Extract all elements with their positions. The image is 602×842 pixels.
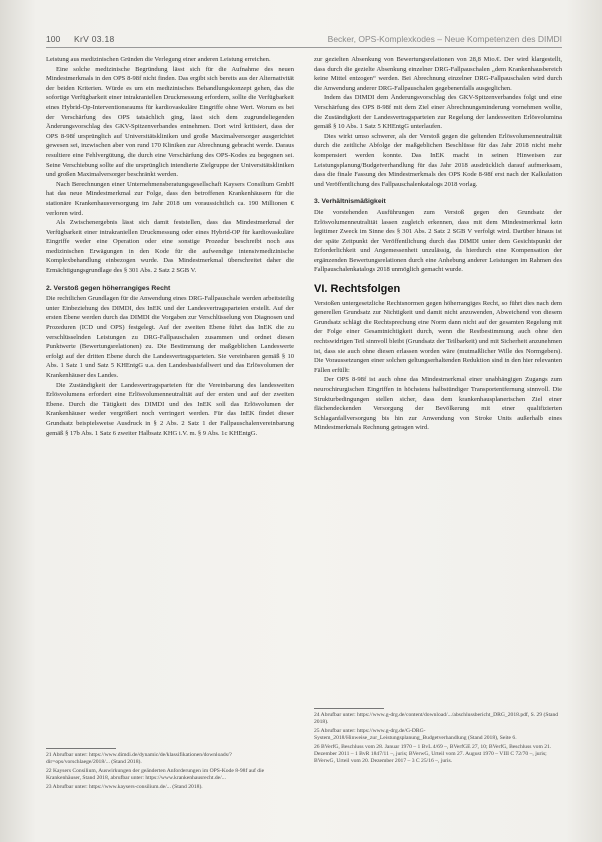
- footnote: 24 Abrufbar unter: https://www.g-drg.de/content/download/.../abschlussbericht_DRG_2018.pdf, S. 29 (Stand 2018).: [314, 712, 559, 726]
- page-header: [46, 34, 562, 46]
- footnotes-right: [314, 708, 562, 767]
- paragraph: zur gezielten Absenkung von Bewertungsrelationen von 28,8 Mio.€. Der wird klargestellt, dass durch die gezielte Absenkung einzelner DRG-Fallpauschalen „dem Krankenhausbereich keine Mittel entzogen“ werden. Bei Abrechnung einzelner DRG-Fallpauschalen wird durch die Anwendung anderer DRG-Fallpauschalen gegebenenfalls ausgeglichen.: [314, 56, 562, 92]
- paragraph: Die rechtlichen Grundlagen für die Anwendung eines DRG-Fallpauschale werden arbeitsteilig unter Einbeziehung des DIMDI, des InEK und der Landesvertragsparteien erstellt. Auf der ersten Ebene werden durch das DIMDI die Vorgaben zur Verschlüsselung von Diagnosen und Prozeduren (ICD und OPS) festgelegt. Auf der zweiten Ebene führt das InEK die zu verschlüsselnden Leistungen zu DRG-Fallpauschalen zusammen und ordnet diesen Punktwerte (Bewertungsrelationen) zu. Die Bestimmung der maßgeblichen Landeswerte erfolgt auf der dritten Ebene durch die Landesvertragsparteien. Sie vereinbaren gemäß § 10 Abs. 1 Satz 1 und Satz 5 KHEntgG u.a. den Landesbasisfallwert und das Erlösvolumen der Krankenhäuser des Landes.: [46, 295, 294, 379]
- footnote: 26 BVerfG, Beschluss vom 28. Januar 1970 – 1 BvL 4/69 –, BVerfGE 27, 10; BVerfG, Beschluss vom 21. Dezember 2011 – 1 BvR 1847/11 –, juris; BVerwG, Urteil vom 27. August 1970 – VIII C 72/70 –, juris; BVerwG, Urteil vom 20. Dezember 2017 – 3 C 25/16 –, juris.: [314, 743, 552, 765]
- section-heading: 3. Verhältnismäßigkeit: [314, 198, 386, 206]
- page-number: 100: [46, 34, 61, 44]
- footnote-rule: [46, 748, 116, 749]
- paragraph: Indem das DIMDI dem Änderungsvorschlag des GKV-Spitzenverbandes folgt und eine Verschärfung des OPS 8-98f mit dem Ziel einer Abrechnungsminderung vornehmen wollte, die Zuständigkeit der Landesvertragsparteien zur Regelung der landesweiten Erlösvolumina gemäß § 10 Abs. 1 Satz 5 KHEntgG unterlaufen.: [314, 94, 562, 131]
- paragraph: Als Zwischenergebnis lässt sich damit feststellen, dass das Mindestmerkmal der Verfügbarkeit einer intrakraniellen Druckmessung oder eines Hybrid-OP für kardiovaskuläre Eingriffe weder eine Operation oder eine sonstige Prozedur beschreibt noch aus medizinischen Erwägungen in den Kode für die aufwendige intensivmedizinische Komplexbehandlung einbezogen wurde. Das Mindestmerkmal überschreitet daher die Ermächtigungsgrundlage des § 301 Abs. 2 Satz 2 SGB V.: [46, 219, 294, 275]
- chapter-heading: VI. Rechtsfolgen: [314, 283, 401, 296]
- right-column: [314, 55, 562, 433]
- paragraph: Der OPS 8-98f ist auch ohne das Mindestmerkmal einer unabhängigen Zugangs zum neurochirurgischen Eingriffen in höchstens halbstündiger Transportentfernung sinnvoll. Die Strukturbedingungen stellen sicher, dass dem krankenhausplanerischen Ziel einer flächendeckenden Versorgung der Bevölkerung mit einer qualifizierten Schlaganfallversorgung bis hin zur Anwendung von Stroke Units außerhalb eines Mindestmerkmals Rechnung getragen wird.: [314, 376, 562, 432]
- left-column: [46, 55, 294, 438]
- header-rule: [46, 47, 562, 48]
- section-heading: 2. Verstoß gegen höherrangiges Recht: [46, 284, 171, 292]
- paragraph: Nach Berechnungen einer Unternehmensberatungsgesellschaft Kaysers Consilium GmbH hat das neue Mindestmerkmal zur Folge, dass den betroffenen Krankenhäusern für die stationäre Krankenhausversorgung im Jahr 2018 um voraussichtlich ca. 190 Millionen € verloren wird.: [46, 180, 294, 217]
- footnote: 22 Kaysers Consilium, Auswirkungen der geänderten Anforderungen im OPS-Kode 8-98f auf die Krankenhäuser, Stand 2018, abrufbar unter: https://www.krankenhausrecht.de/...: [46, 767, 265, 782]
- footnotes-left: [46, 748, 294, 792]
- paragraph: Eine solche medizinische Begründung lässt sich für die Aufnahme des neuen Mindestmerkmals in den OPS 8-98f nicht finden. Das ergibt sich bereits aus der Alternativität der beiden Kriterien. Würde es um ein medizinisches Behandlungskonzept gehen, das die sofortige Verfügbarkeit einer intrakraniellen Druckmessung erfordern, sollte die Verfügbarkeit eines Hybrid-Op-Interventionsraums für kardiovaskuläre Eingriffe ohne Wert. Worum es bei der Verschärfung des OPS tatsächlich ging, lässt sich dem zugrundeliegenden Änderungsvorschlag des GKV-Spitzenverbandes entnehmen. Dort wird kritisiert, dass der OPS 8-98f ursprünglich auf Universitätskliniken und große Maximalversorger ausgerichtet gewesen sei, inzwischen aber von rund 170 Kliniken zur Abrechnung gebracht werde. Daraus resultiere eine Fehlvergütung, die durch eine Verschärfung des OPS-Kodes zu begegnen sei. Seine Verschiebung sollte auf die ursprünglich intendierte Zielgruppe der Universitätskliniken und großen Maximalversorger beschränkt werden.: [46, 65, 294, 179]
- footnote: 23 Abrufbar unter: https://www.kaysers-consilium.de/... (Stand 2018).: [46, 783, 203, 790]
- journal-name: KrV 03.18: [74, 34, 115, 44]
- paragraph: Leistung aus medizinischen Gründen die Verlegung einer anderen Leistung erreichen.: [46, 56, 271, 63]
- paragraph: Die Zuständigkeit der Landesvertragsparteien für die Vereinbarung des landesweiten Erlösvolumens erfordert eine Erlösvolumenneutralität auf der ersten und auf der zweiten Ebene. Durch die Tätigkeit des DIMDI und des InEK soll das Erlösvolumen der Krankenhäuser weder vergrößert noch verringert werden. Für das InEK findet dieser Grundsatz beispielsweise Ausdruck in § 2 Abs. 2 Satz 1 der Fallpauschalenvereinbarung gemäß § 17b Abs. 1 Satz 6 zweiter Halbsatz KHG i.V. m. § 9 Abs. 1c KHEntgG.: [46, 381, 294, 437]
- footnote: 21 Abrufbar unter: https://www.dimdi.de/dynamic/de/klassifikationen/downloads/?dir=ops/vorschlaege/2018/... (Stand 2018).: [46, 752, 232, 766]
- paragraph: Verstoßen untergesetzliche Rechtsnormen gegen höherrangiges Recht, so führt dies nach dem generellen Grundsatz zur Nichtigkeit und damit nicht anzuwenden, Abweichend von diesem Grundsatz schlägt die Rechtsprechung eine Norm dann nicht auf der gesamten Regelung mit der Folge einer Gesamtnichtigkeit durch, wenn die Restbestimmung auch ohne den rechtswidrigen Teil sinnvoll bleibt (Grundsatz der Teilbarkeit) und mit Sicherheit anzunehmen ist, dass sie auch ohne diesen erlassen worden wäre (mutmaßlicher Wille des Normgebers). Die Voraussetzungen einer solchen geltungserhaltenden Reduktion sind in den hier relevanten Fällen erfüllt:: [314, 299, 562, 374]
- paragraph: Die vorstehenden Ausführungen zum Verstoß gegen den Grundsatz der Erlösvolumenneutralität lassen zugleich erkennen, dass mit dem Mindestmerkmal kein legitimer Zweck im Sinne des § 301 Abs. 2 Satz 2 SGB V verfolgt wird. Darüber hinaus ist der späte Zeitpunkt der Veröffentlichung durch das DIMDI unter dem Gesichtspunkt der Erforderlichkeit und Angemessenheit unzulässig, da hierdurch eine Kompensation der ergänzenden Bewertungsrelationen durch eine Anhebung anderer Leistungen im Rahmen des Fallpauschalenkatalogs 2018 unmöglich gemacht wurde.: [314, 208, 562, 274]
- footnote-rule: [314, 708, 384, 709]
- paragraph: Dies wirkt umso schwerer, als der Verstoß gegen die geltenden Erlösvolumenneutralität durch die zeitliche Abfolge der maßgeblichen Beschlüsse für das Jahr 2018 nicht mehr kompensiert werden konnte. Das InEK macht in seinen Hinweisen zur Leistungsplanung/Budgetverhandlung für das Jahr 2018 ausdrücklich darauf aufmerksam, dass die finale Fassung des Mindestmerkmals des OPS Kode 8-98f erst nach der Kalkulation und Veröffentlichung des Fallpauschalenkatalogs 2018 vorlag.: [314, 132, 562, 188]
- running-title: Becker, OPS-Komplexkodes – Neue Kompetenzen des DIMDI: [327, 34, 562, 44]
- footnote: 25 Abrufbar unter: https://www.g-drg.de/G-DRG-System_2018/Hinweise_zur_Leistungsplanung_Budgetverhandlung (Stand 2018), Seite 6.: [314, 727, 517, 742]
